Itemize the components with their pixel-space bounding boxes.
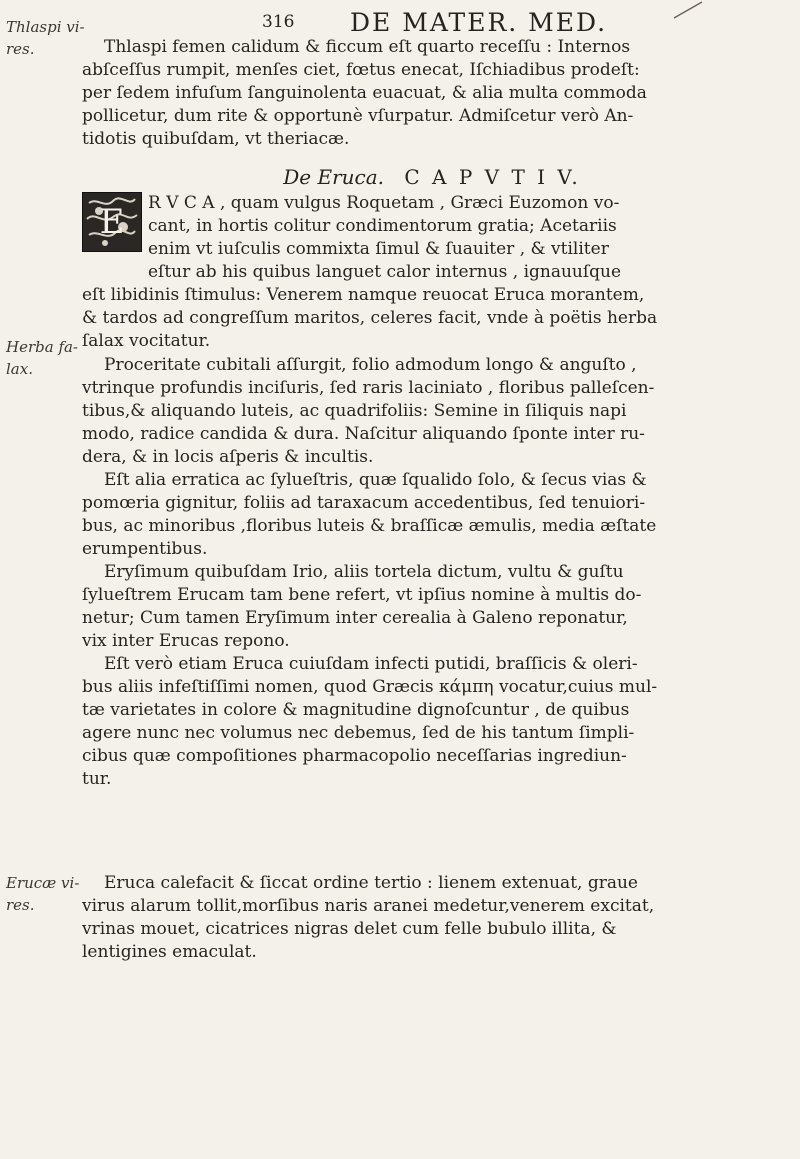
text-line: pomœria gignitur, foliis ad taraxacum accedentibus, ſed tenuiori-	[82, 493, 646, 513]
chapter-subject: De Eruca.	[283, 165, 385, 189]
text-line: virus alarum tollit,morſibus naris aranei medetur,venerem excitat,	[82, 896, 655, 916]
text-line: bus, ac minoribus ,floribus luteis & braſſicæ æmulis, media æſtate	[82, 516, 657, 536]
text-line: tibus,& aliquando luteis, ac quadrifoliis: Semine in ſiliquis napi	[82, 401, 627, 421]
chapter-title	[82, 163, 782, 191]
text-line: Eſt verò etiam Eruca cuiuſdam infecti putidi, braſſicis & oleri-	[104, 654, 638, 674]
text-line: tæ varietates in colore & magnitudine dignoſcuntur , de quibus	[82, 700, 630, 720]
text-line: cibus quæ compoſitiones pharmacopolio neceſſarias ingrediun-	[82, 746, 627, 766]
paragraph-thlaspi	[82, 36, 782, 151]
paragraph-eruca-virtues	[82, 872, 782, 964]
text-line: tidotis quibuſdam, vt theriacæ.	[82, 129, 350, 149]
text-line: eſt libidinis ſtimulus: Venerem namque reuocat Eruca morantem,	[82, 285, 645, 305]
text-line: vrinas mouet, cicatrices nigras delet cum felle bubulo illita, &	[82, 919, 617, 939]
margin-note-line: Herba fa-	[6, 338, 79, 356]
margin-note-thlaspi	[6, 16, 85, 60]
text-line: & tardos ad congreſſum maritos, celeres facit, vnde à poëtis herba	[82, 308, 658, 328]
text-line: ſalax vocitatur.	[82, 331, 211, 351]
text-line: tur.	[82, 769, 112, 789]
text-line: netur; Cum tamen Eryſimum inter cerealia à Galeno reponatur,	[82, 608, 628, 628]
text-line: vix inter Erucas repono.	[82, 631, 290, 651]
text-line: Proceritate cubitali aſſurgit, folio admodum longo & anguſto ,	[104, 355, 637, 375]
margin-note-line: lax.	[6, 360, 33, 378]
text-line: Thlaspi femen calidum & ficcum eſt quarto receſſu : Internos	[104, 37, 631, 57]
margin-note-line: Thlaspi vi-	[6, 18, 85, 36]
text-line: Eſt alia erratica ac ſylueſtris, quæ ſqualido ſolo, & ſecus vias &	[104, 470, 647, 490]
text-line: Eryſimum quibuſdam Irio, aliis tortela dictum, vultu & guſtu	[104, 562, 624, 582]
margin-note-herba-falax	[6, 336, 79, 380]
paragraph-eruca-description	[82, 354, 782, 791]
margin-note-erucae	[6, 872, 80, 916]
text-line: dera, & in locis aſperis & incultis.	[82, 447, 374, 467]
page-number: 316	[262, 12, 295, 32]
text-line: eſtur ab his quibus languet calor internus , ignauuſque	[148, 262, 622, 282]
margin-note-line: res.	[6, 40, 35, 58]
chapter-number: C A P V T I V.	[404, 165, 581, 189]
running-head: DE MATER. MED.	[350, 8, 608, 37]
margin-note-line: res.	[6, 896, 35, 914]
text-line: bus aliis infeſtiſſimi nomen, quod Græcis κάμπη vocatur,cuius mul-	[82, 677, 658, 697]
text-line: Eruca calefacit & ſiccat ordine tertio : lienem extenuat, graue	[104, 873, 638, 893]
margin-note-line: Erucæ vi-	[6, 874, 80, 892]
text-line: pollicetur, dum rite & opportunè vſurpatur. Admiſcetur verò An-	[82, 106, 634, 126]
paragraph-eruca-intro	[82, 192, 782, 353]
text-line: cant, in hortis colitur condimentorum gratia; Acetariis	[148, 216, 617, 236]
text-line: lentigines emaculat.	[82, 942, 257, 962]
text-line: ſylueſtrem Erucam tam bene refert, vt ipſius nomine à multis do-	[82, 585, 642, 605]
text-line: modo, radice candida & dura. Naſcitur aliquando ſponte inter ru-	[82, 424, 645, 444]
text-line: erumpentibus.	[82, 539, 208, 559]
text-line: enim vt iuſculis commixta ſimul & ſuauiter , & vtiliter	[148, 239, 609, 259]
text-line: per ſedem infuſum ſanguinolenta euacuat, & alia multa commoda	[82, 83, 647, 103]
text-line: agere nunc nec volumus nec debemus, ſed de his tantum ſimpli-	[82, 723, 635, 743]
text-line: abſceſſus rumpit, menſes ciet, fœtus enecat, Iſchiadibus prodeſt:	[82, 60, 640, 80]
text-line: R V C A , quam vulgus Roquetam , Græci Euzomon vo-	[148, 193, 620, 213]
ink-stroke-icon	[672, 0, 712, 20]
text-line: vtrinque profundis inciſuris, ſed raris laciniato , floribus palleſcen-	[82, 378, 655, 398]
drop-initial-letter: E	[99, 202, 125, 242]
